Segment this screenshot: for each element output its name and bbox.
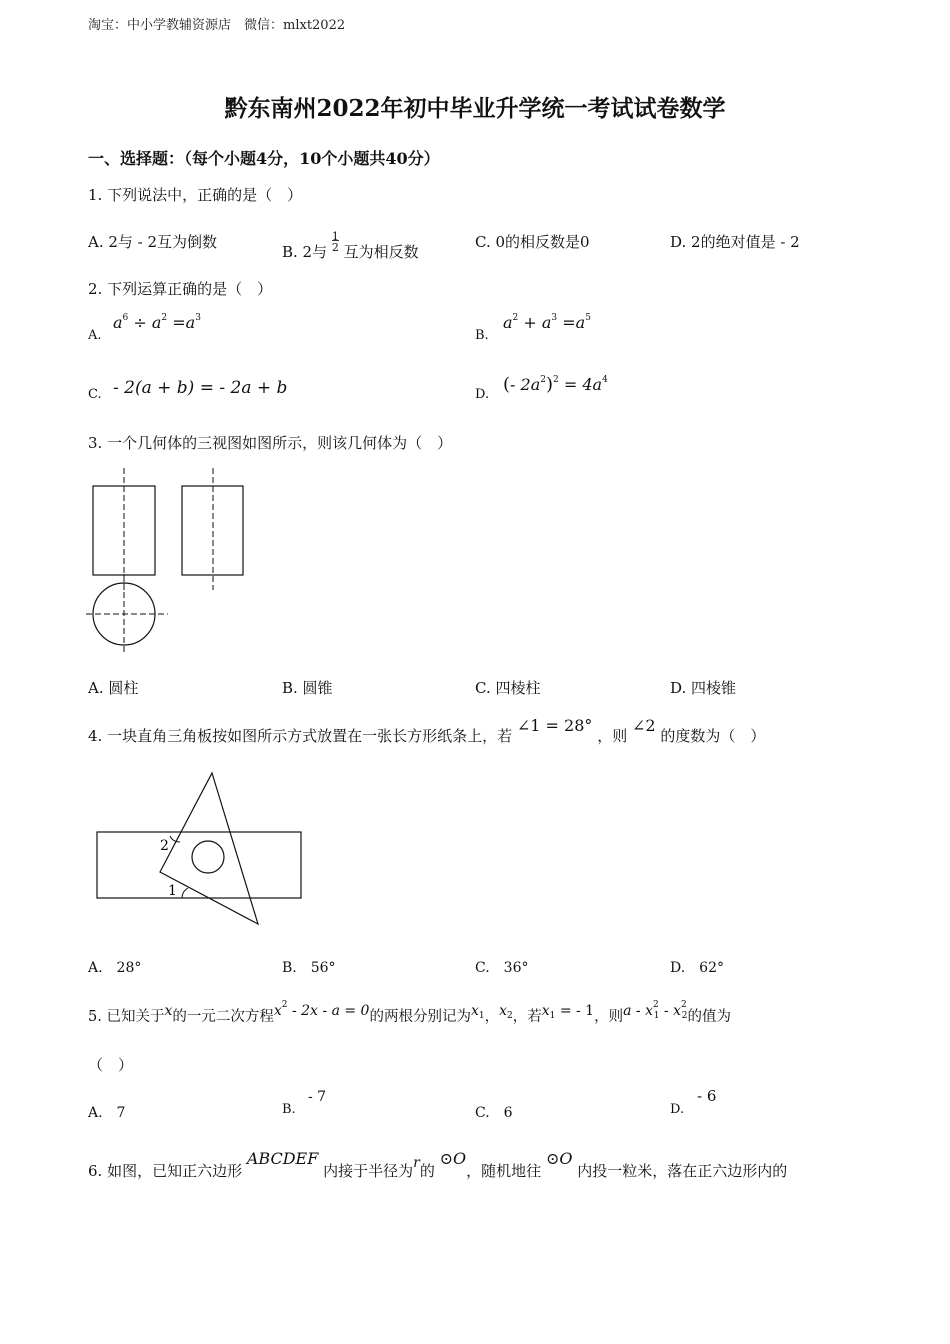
set-square-hole: [192, 841, 224, 873]
q2-option-b-label: B.: [475, 328, 489, 343]
three-view-figure: [80, 462, 260, 658]
q3-option-a: A. 圆柱: [88, 679, 139, 697]
q1-option-a: A. 2与 - 2互为倒数: [88, 233, 218, 251]
q2-option-d-label: D.: [475, 387, 490, 402]
op: ÷: [133, 313, 147, 332]
q5-stem: [88, 1000, 731, 1027]
q2-option-a-expr: [113, 313, 201, 332]
exp: 2: [553, 375, 559, 385]
op: =: [172, 313, 186, 332]
q4-option-d: D. 62°: [670, 960, 724, 976]
q1-option-b: [282, 231, 419, 262]
page-header-watermark: 淘宝：中小学教辅资源店 微信：mlxt2022: [88, 18, 346, 33]
var: x: [673, 1003, 681, 1019]
q5-stem-part: 的值为: [687, 1009, 731, 1025]
sub: 1: [478, 1011, 485, 1021]
var: x: [499, 1003, 507, 1019]
q4-stem-part: 4. 一块直角三角板按如图所示方式放置在一张长方形纸条上，若: [88, 727, 513, 745]
q5-equation: [273, 1000, 370, 1019]
label-angle-2: 2: [160, 838, 169, 854]
sub: 1: [549, 1011, 556, 1021]
angle-1-arc: [182, 888, 188, 898]
triangle-on-strip-figure: [92, 766, 308, 932]
q4-option-c: C. 36°: [475, 960, 529, 976]
var: = 4a: [563, 375, 603, 394]
var: x: [541, 1003, 550, 1019]
q2-option-a-label: A.: [88, 328, 102, 343]
q4-stem: [88, 716, 766, 746]
var: - 2a: [510, 375, 541, 394]
sub: 2: [681, 1011, 688, 1021]
var: a: [113, 313, 123, 332]
q2-option-c-label: C.: [88, 387, 102, 402]
exp: 2: [540, 375, 546, 385]
exp: 3: [551, 313, 558, 323]
q1-option-b-prefix: B. 2与: [282, 243, 328, 261]
set-square-triangle: [160, 773, 258, 924]
root-x1: [471, 1003, 485, 1019]
circle-o-symbol: ⊙O: [439, 1149, 467, 1168]
exp: 2: [681, 1000, 687, 1010]
q5-stem-part: ，则: [594, 1009, 624, 1025]
var: - 2x - a = 0: [287, 1003, 370, 1019]
q5-option-d-label: D.: [670, 1102, 685, 1117]
exp: 3: [195, 313, 201, 323]
q1-option-b-suffix: 互为相反数: [343, 243, 419, 261]
var: a: [185, 313, 196, 332]
label-angle-1: 1: [168, 883, 177, 899]
paren: (: [503, 374, 511, 395]
var: a -: [623, 1003, 646, 1019]
q4-option-b: B. 56°: [282, 960, 336, 976]
q6-stem-part: 内投一粒米，落在正六边形内的: [577, 1162, 788, 1180]
q5-option-b-label: B.: [282, 1102, 296, 1117]
var: x: [645, 1003, 653, 1019]
var: a: [503, 313, 513, 332]
q5-stem-part: 的一元二次方程: [172, 1009, 274, 1025]
op: +: [523, 313, 537, 332]
q1-option-d: D. 2的绝对值是 - 2: [670, 233, 800, 251]
exp: 6: [122, 313, 129, 323]
var: a: [151, 313, 162, 332]
q4-option-a: A. 28°: [88, 960, 142, 976]
q6-stem-part: ，随机地往: [466, 1162, 542, 1180]
hexagon-label: ABCDEF: [246, 1149, 319, 1168]
sub: 1: [653, 1011, 660, 1021]
q5-option-d-value: - 6: [697, 1087, 717, 1105]
var: = - 1: [555, 1003, 595, 1019]
q4-stem-part: 的度数为（ ）: [660, 727, 766, 745]
exp: 2: [512, 313, 519, 323]
var: a: [541, 313, 552, 332]
q5-stem-part: ，若: [512, 1009, 542, 1025]
sub: 2: [507, 1011, 513, 1021]
circle-o-symbol: ⊙O: [545, 1149, 573, 1168]
var-x: x: [164, 1003, 173, 1019]
var: a: [575, 313, 586, 332]
q5-option-a: A. 7: [88, 1105, 126, 1121]
q3-option-b: B. 圆锥: [282, 679, 333, 697]
fraction-denominator: 2: [331, 241, 339, 254]
exp: 2: [652, 1000, 659, 1010]
fraction-numerator: 1: [331, 230, 339, 243]
exp: 2: [281, 1000, 288, 1010]
angle-2-expr: ∠2: [631, 716, 656, 735]
angle-1-expr: ∠1 = 28°: [516, 716, 593, 735]
exam-title: 黔东南州2022年初中毕业升学统一考试试卷数学: [224, 95, 726, 122]
q6-stem-part: 6. 如图，已知正六边形: [88, 1162, 243, 1180]
q6-stem-part: 的: [419, 1162, 435, 1180]
fraction-one-half: [332, 231, 339, 253]
q6-stem: [88, 1149, 788, 1181]
q1-stem: 1. 下列说法中，正确的是（ ）: [88, 186, 303, 204]
paren: ): [545, 374, 554, 395]
var: x: [470, 1003, 479, 1019]
q5-option-b-value: - 7: [308, 1089, 327, 1105]
var: -: [659, 1003, 674, 1019]
exp: 2: [161, 313, 168, 323]
q4-stem-part: ，则: [597, 727, 628, 745]
q2-option-b-expr: [503, 313, 591, 332]
q5-condition: [542, 1003, 594, 1019]
q5-stem-part: 的两根分别记为: [369, 1009, 471, 1025]
paper-strip-rect: [97, 832, 301, 898]
q5-expression: [623, 1000, 688, 1021]
q5-stem-part: 5. 已知关于: [88, 1009, 165, 1025]
var: x: [273, 1003, 282, 1019]
section-heading: 一、选择题：（每个小题4分，10个小题共40分）: [88, 149, 440, 168]
q3-option-d: D. 四棱锥: [670, 679, 737, 697]
q1-option-c: C. 0的相反数是0: [475, 233, 590, 251]
exp: 5: [585, 313, 591, 323]
q2-stem: 2. 下列运算正确的是（ ）: [88, 280, 273, 298]
q3-stem: 3. 一个几何体的三视图如图所示，则该几何体为（ ）: [88, 434, 453, 452]
q6-stem-part: 内接于半径为: [323, 1162, 414, 1180]
q3-option-c: C. 四棱柱: [475, 679, 541, 697]
op: =: [562, 313, 576, 332]
q5-option-c: C. 6: [475, 1105, 513, 1121]
exp: 4: [602, 375, 608, 385]
root-x2: [499, 1003, 513, 1019]
q5-stem-part: ，: [484, 1009, 500, 1025]
q5-answer-paren: （ ）: [88, 1056, 134, 1074]
var-r: r: [413, 1155, 420, 1171]
q2-option-d-expr: [503, 374, 608, 395]
q2-option-c-expr: - 2(a + b) = - 2a + b: [113, 378, 288, 398]
